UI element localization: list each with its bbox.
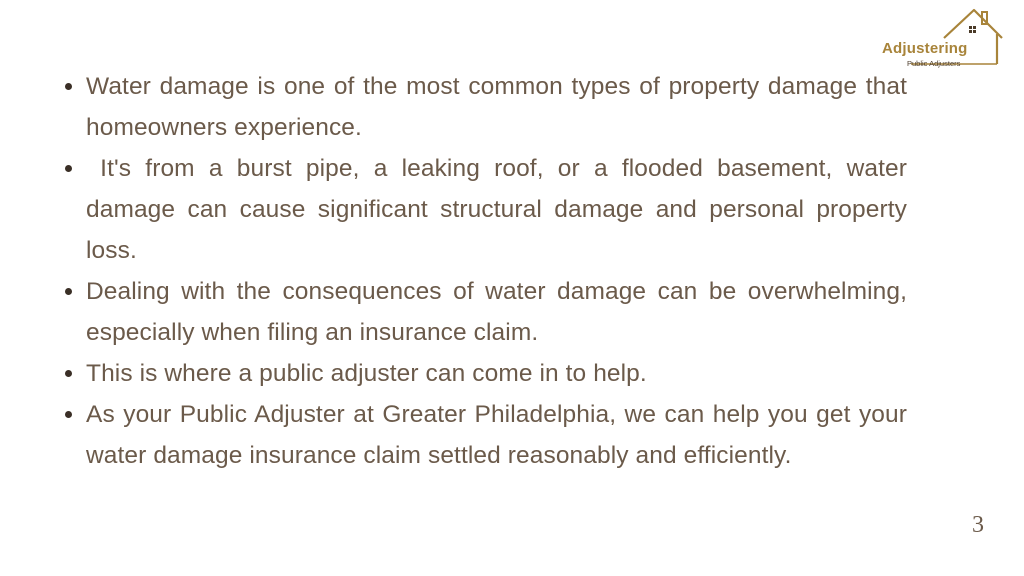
bullet-list: [62, 66, 914, 476]
bullet-text: As your Public Adjuster at Greater Philadelphia, we can help you get your water damage insurance claim settled reasonably and efficiently.: [86, 401, 907, 469]
bullet-item: [62, 66, 907, 148]
bullet-text: This is where a public adjuster can come in to help.: [86, 360, 647, 387]
bullet-text: Water damage is one of the most common types of property damage that homeowners experience.: [86, 73, 907, 141]
page-number: 3: [972, 512, 984, 538]
logo-wordmark: Adjustering: [882, 40, 968, 57]
bullet-dot: [65, 165, 72, 172]
bullet-text: Dealing with the consequences of water damage can be overwhelming, especially when filing an insurance claim.: [86, 278, 907, 346]
logo-tagline: Public Adjusters: [907, 59, 961, 68]
bullet-item: [62, 353, 907, 394]
bullet-dot: [65, 83, 72, 90]
bullet-item: [62, 148, 914, 271]
bullet-dot: [65, 370, 72, 377]
bullet-dot: [65, 288, 72, 295]
bullet-text: It's from a burst pipe, a leaking roof, or a flooded basement, water damage can cause significant structural damage and personal property loss.: [86, 155, 914, 264]
bullet-dot: [65, 411, 72, 418]
bullet-item: [62, 271, 907, 353]
bullet-item: [62, 394, 907, 476]
